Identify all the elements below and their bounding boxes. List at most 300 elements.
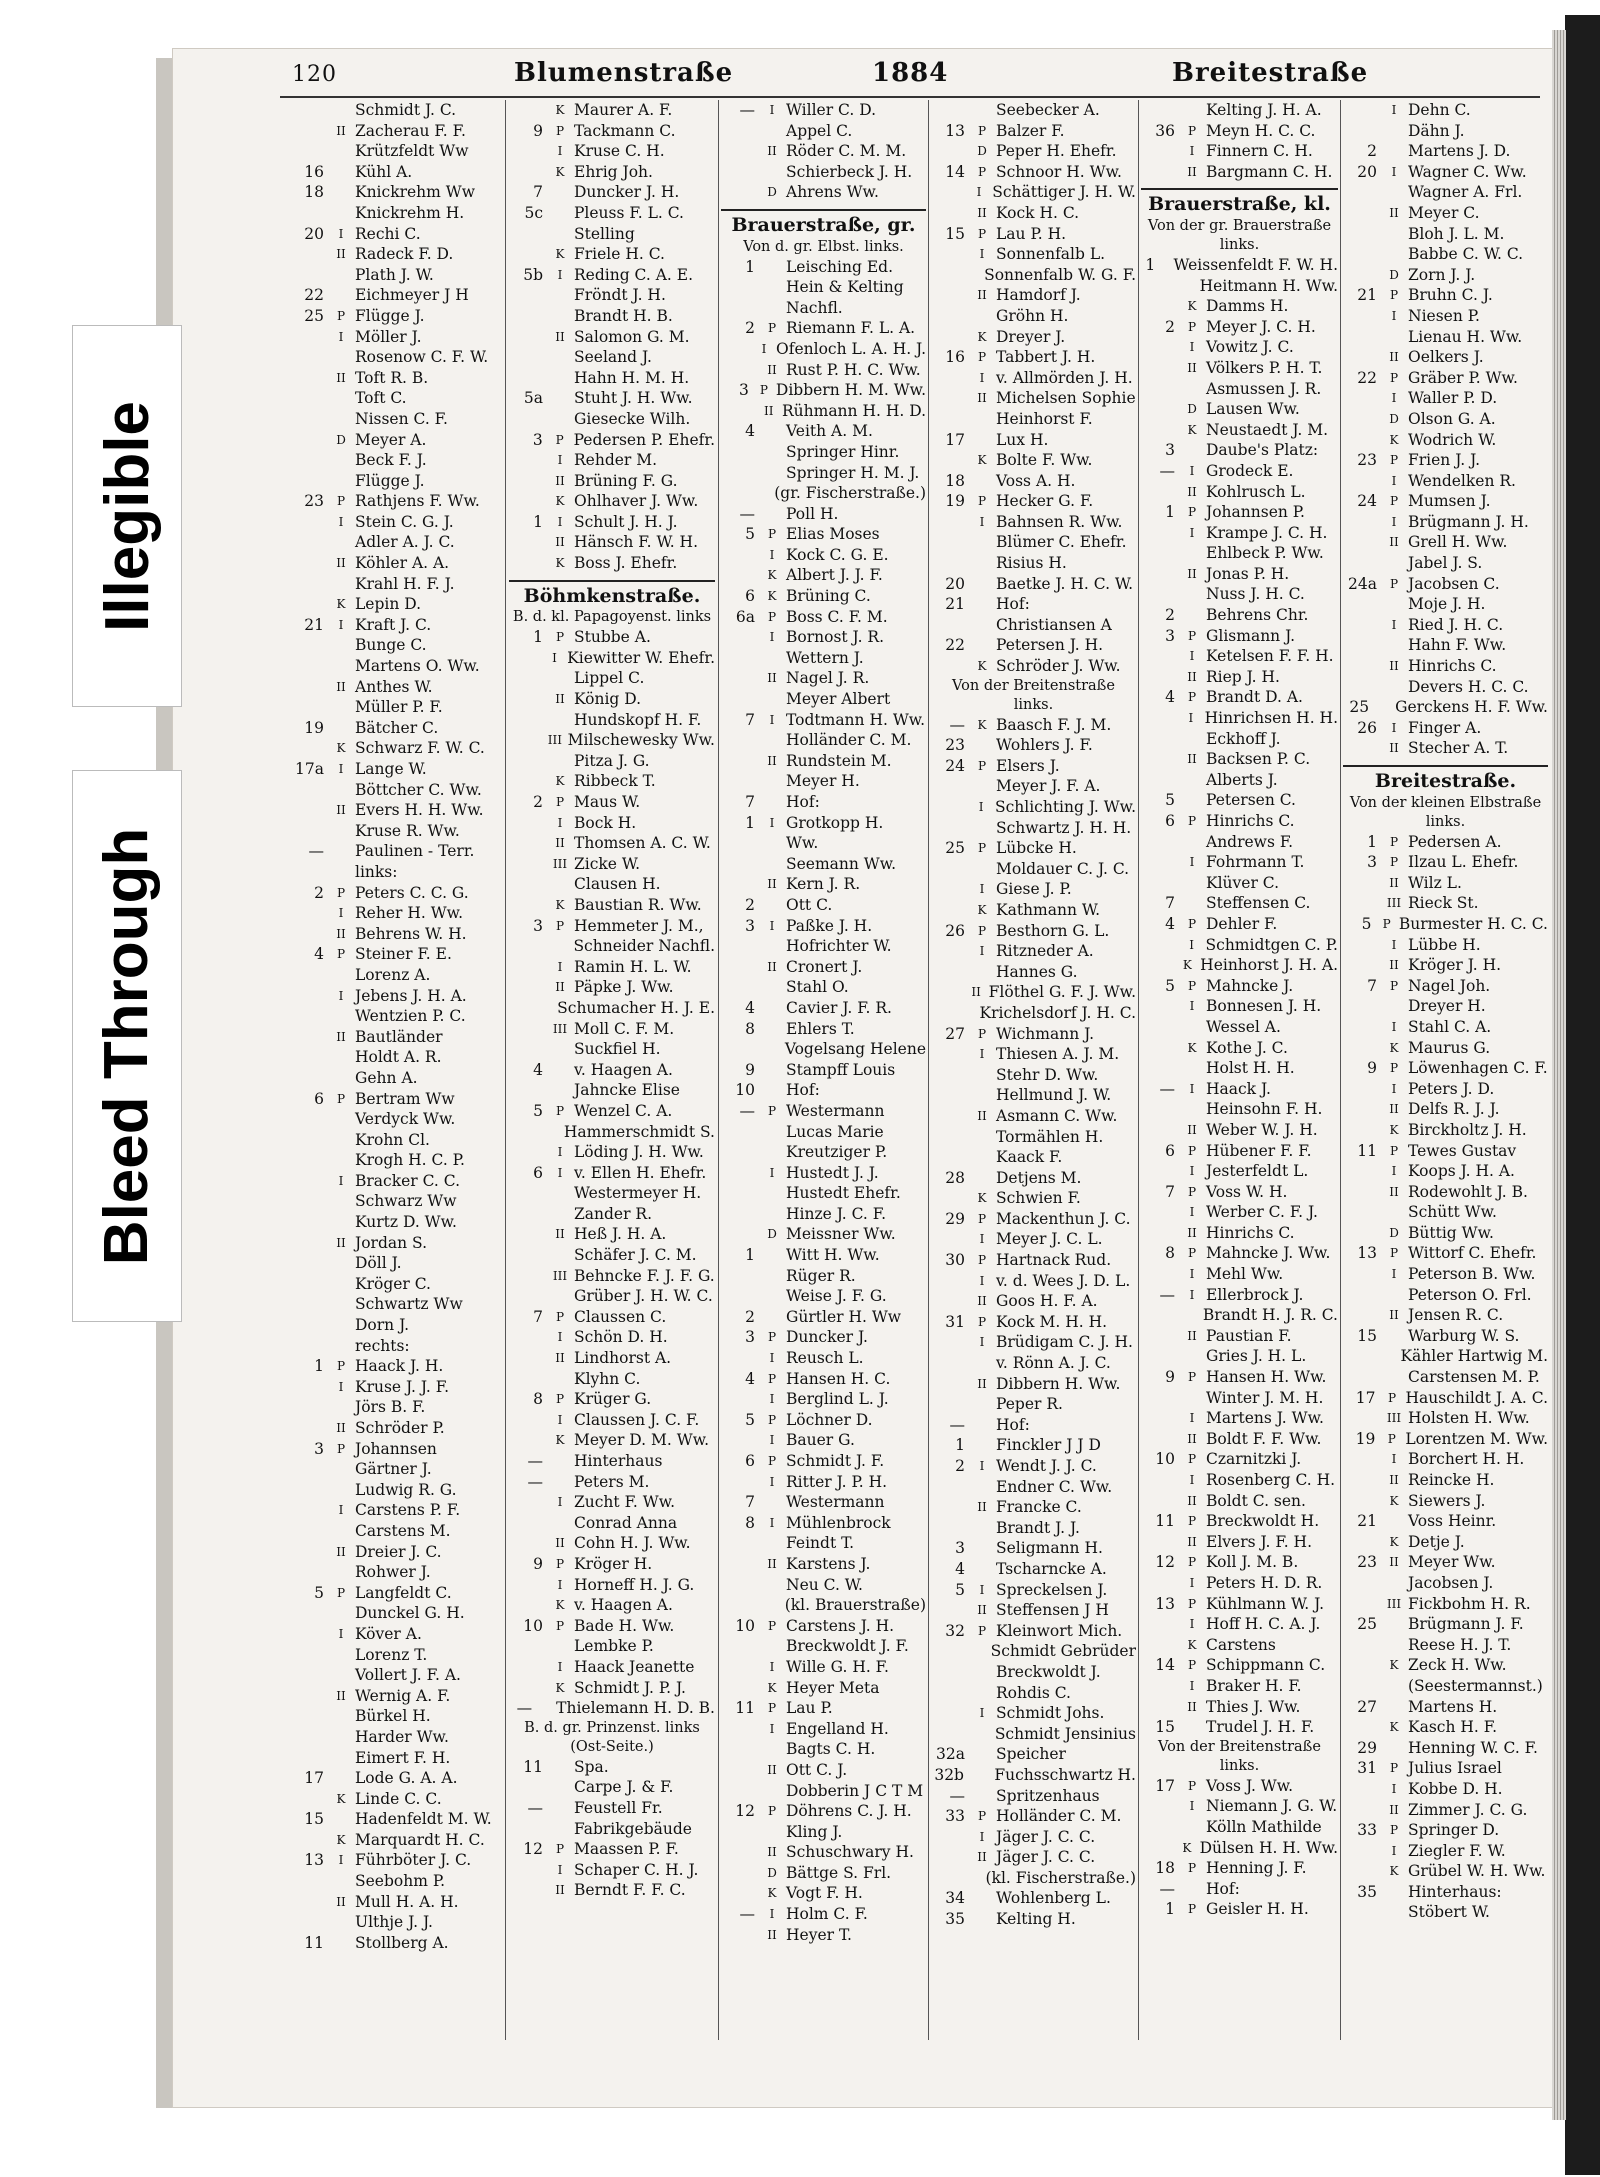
directory-entry	[721, 483, 926, 504]
resident-name: Peterson O. Frl.	[1408, 1285, 1532, 1304]
resident-name: Steffensen C.	[1206, 894, 1311, 913]
resident-name: Gehn A.	[355, 1068, 418, 1087]
house-number	[290, 265, 330, 286]
resident-name: Nagel J. R.	[786, 669, 870, 688]
floor-marker	[1383, 1326, 1408, 1347]
house-number	[721, 1575, 761, 1596]
house-number	[721, 1224, 761, 1245]
directory-entry	[509, 998, 715, 1019]
floor-marker: P	[977, 1026, 987, 1041]
resident-name: Schwartz J. H. H.	[996, 818, 1132, 837]
floor-marker	[1181, 100, 1206, 121]
floor-marker	[549, 1819, 574, 1840]
house-number	[509, 1019, 549, 1040]
resident-name: Baustian R. Ww.	[574, 895, 702, 914]
directory-entry	[509, 1183, 715, 1204]
resident-name: Radeck F. D.	[355, 245, 454, 264]
floor-marker: P	[1389, 576, 1399, 591]
directory-entry	[1343, 1243, 1548, 1264]
house-number: 12	[735, 1802, 755, 1821]
floor-marker: I	[761, 341, 767, 356]
house-number	[721, 1554, 761, 1575]
resident-name: Martens J. Ww.	[1206, 1409, 1324, 1428]
resident-name: Petersen J. H.	[996, 636, 1104, 655]
directory-entry	[1141, 420, 1338, 441]
house-number: 3	[745, 1328, 755, 1347]
floor-marker	[549, 874, 574, 895]
house-number: 25	[1357, 1615, 1377, 1634]
directory-entry	[509, 710, 715, 731]
floor-marker: I	[1391, 937, 1397, 952]
directory-entry	[509, 874, 715, 895]
floor-marker: P	[555, 1392, 565, 1407]
right-street-title: Breitestraße	[1172, 58, 1369, 88]
resident-name: Zacherau F. F.	[355, 121, 466, 140]
left-street-title: Blumenstraße	[514, 58, 734, 88]
house-number: 8	[745, 1019, 755, 1038]
directory-entry	[290, 1027, 502, 1048]
house-number	[290, 532, 330, 553]
house-number	[931, 1044, 971, 1065]
header-rule	[280, 96, 1540, 98]
floor-marker: P	[977, 226, 987, 241]
house-number: 5	[955, 1580, 965, 1599]
floor-marker	[1181, 770, 1206, 791]
house-number	[931, 1147, 971, 1168]
resident-name: Moll C. F. M.	[574, 1019, 675, 1038]
directory-entry	[721, 1430, 926, 1451]
directory-entry	[721, 1245, 926, 1266]
directory-entry	[1343, 1346, 1548, 1367]
floor-marker	[330, 1912, 355, 1933]
floor-marker: P	[336, 1091, 346, 1106]
directory-entry	[290, 471, 502, 492]
house-number: 22	[945, 636, 965, 655]
directory-entry	[931, 615, 1136, 636]
directory-entry	[1343, 697, 1548, 718]
directory-entry	[931, 1580, 1136, 1601]
resident-name: Jesterfeldt L.	[1206, 1162, 1309, 1181]
resident-name: Cronert J.	[786, 957, 863, 976]
floor-marker: P	[555, 432, 564, 447]
resident-name: Birckholtz J. H.	[1408, 1120, 1527, 1139]
floor-marker	[549, 347, 574, 368]
resident-name: Meyn H. C. C.	[1206, 121, 1316, 140]
floor-marker	[1181, 790, 1206, 811]
house-number	[290, 327, 330, 348]
resident-name: Finckler J J D	[996, 1436, 1101, 1455]
house-number	[290, 1789, 330, 1810]
house-number: 18	[304, 183, 324, 202]
floor-marker	[1181, 729, 1206, 750]
resident-name: v. Haagen A.	[574, 1060, 673, 1079]
resident-name: Fohrmann T.	[1206, 853, 1305, 872]
house-number: —	[527, 1798, 543, 1817]
house-number	[721, 1142, 761, 1163]
house-number	[290, 1500, 330, 1521]
resident-name: Winter J. M. H.	[1206, 1388, 1324, 1407]
resident-name: Jäger J. C. C.	[996, 1827, 1096, 1846]
directory-entry	[290, 203, 502, 224]
directory-entry	[509, 1451, 715, 1472]
floor-marker	[970, 1765, 994, 1786]
directory-entry	[290, 1047, 502, 1068]
directory-entry	[1141, 1635, 1338, 1656]
house-number	[1343, 1449, 1383, 1470]
floor-marker: P	[1187, 1184, 1197, 1199]
resident-name: Karstens J.	[786, 1554, 871, 1573]
directory-entry	[290, 697, 502, 718]
floor-marker: I	[1391, 617, 1397, 632]
resident-name: Ketelsen F. F. H.	[1206, 647, 1334, 666]
house-number: 12	[523, 1840, 543, 1859]
floor-marker: II	[1389, 875, 1399, 890]
resident-name: Bargmann C. H.	[1206, 162, 1333, 181]
floor-marker: III	[552, 856, 568, 871]
resident-name: Giese J. P.	[996, 880, 1072, 899]
house-number	[1141, 1697, 1181, 1718]
floor-marker	[330, 388, 355, 409]
year-title: 1884	[872, 58, 949, 88]
house-number	[721, 1389, 761, 1410]
resident-name: Conrad Anna	[574, 1513, 678, 1532]
floor-marker: P	[1187, 1452, 1197, 1467]
directory-entry	[290, 532, 502, 553]
floor-marker	[549, 1060, 574, 1081]
resident-name: Büttig Ww.	[1408, 1223, 1494, 1242]
floor-marker: D	[767, 185, 777, 200]
house-number: —	[949, 715, 965, 734]
resident-name: Krüger G.	[574, 1390, 652, 1409]
resident-name: Steffensen J H	[996, 1601, 1109, 1620]
directory-entry	[290, 1871, 502, 1892]
resident-name: Jabel J. S.	[1408, 554, 1483, 573]
resident-name: Klüver C.	[1206, 873, 1280, 892]
resident-name: Cavier J. F. R.	[786, 998, 892, 1017]
house-number	[1141, 646, 1181, 667]
house-number	[290, 635, 330, 656]
resident-name: Mumsen J.	[1408, 492, 1491, 511]
directory-entry	[1343, 1161, 1548, 1182]
resident-name: Burmester H. C. C.	[1398, 914, 1548, 933]
floor-marker	[761, 121, 786, 142]
house-number: 7	[1367, 976, 1377, 995]
resident-name: Haack J.	[1206, 1079, 1271, 1098]
house-number	[509, 368, 549, 389]
floor-marker: II	[977, 1850, 987, 1865]
directory-entry	[721, 121, 926, 142]
resident-name: Reincke H.	[1408, 1471, 1495, 1489]
directory-entry	[1343, 976, 1548, 997]
resident-name: Bätcher C.	[355, 718, 439, 737]
resident-name: Rüger R.	[786, 1266, 856, 1285]
floor-marker: II	[977, 1500, 987, 1515]
directory-entry	[290, 121, 502, 142]
resident-name: Niemann J. G. W.	[1206, 1797, 1338, 1816]
house-number	[931, 306, 971, 327]
house-number: 1	[314, 1357, 324, 1376]
house-number: 13	[1155, 1594, 1175, 1613]
house-number	[1141, 1120, 1181, 1141]
house-number	[1141, 1573, 1181, 1594]
house-number	[509, 957, 549, 978]
floor-marker: I	[769, 1351, 775, 1366]
floor-marker: K	[767, 1680, 777, 1695]
resident-name: Heitmann H. Ww.	[1199, 276, 1338, 295]
directory-entry	[1343, 574, 1548, 595]
directory-entry	[509, 1575, 715, 1596]
resident-name: (Seestermannst.)	[1408, 1676, 1543, 1695]
floor-marker: K	[1187, 299, 1197, 314]
resident-name: Martens J. D.	[1408, 142, 1511, 161]
resident-name: Stein C. G. J.	[355, 512, 454, 531]
floor-marker	[964, 265, 984, 286]
floor-marker: P	[1389, 978, 1399, 993]
house-number	[290, 656, 330, 677]
section-note: Von d. gr. Elbst. links.	[743, 238, 904, 255]
resident-name: Witt H. Ww.	[786, 1246, 880, 1265]
floor-marker	[971, 100, 996, 121]
resident-name: Nachfl.	[786, 298, 843, 317]
house-number: 22	[304, 286, 324, 305]
resident-name: Dorn J.	[355, 1316, 410, 1335]
directory-entry	[1141, 1697, 1338, 1718]
directory-entry	[931, 656, 1136, 677]
house-number	[1343, 1285, 1383, 1306]
house-number	[721, 1163, 761, 1184]
floor-marker: I	[557, 514, 563, 529]
resident-name: Hammerschmidt S.	[563, 1122, 715, 1141]
directory-entry	[1343, 388, 1548, 409]
resident-name: Lübbe H.	[1408, 935, 1481, 954]
directory-entry	[721, 277, 926, 298]
directory-entry	[1141, 873, 1338, 894]
directory-entry	[1141, 1858, 1338, 1879]
directory-entry	[931, 162, 1136, 183]
directory-entry	[290, 162, 502, 183]
directory-entry	[931, 1250, 1136, 1271]
house-number: 6a	[735, 607, 755, 626]
house-number	[509, 471, 549, 492]
resident-name: Wilz L.	[1408, 873, 1462, 892]
directory-entry	[1141, 482, 1338, 503]
directory-entry	[290, 1089, 502, 1110]
resident-name: Meyer Albert	[786, 690, 891, 709]
floor-marker	[761, 162, 786, 183]
directory-entry	[721, 854, 926, 875]
floor-marker	[539, 998, 557, 1019]
directory-entry	[1141, 100, 1338, 121]
floor-marker: I	[1189, 144, 1195, 159]
house-number	[1141, 1796, 1181, 1817]
floor-marker: P	[1187, 916, 1197, 931]
directory-entry	[290, 100, 502, 121]
directory-entry	[1343, 615, 1548, 636]
house-number	[931, 1600, 971, 1621]
directory-entry	[290, 1624, 502, 1645]
resident-name: Rodewohlt J. B.	[1408, 1182, 1528, 1201]
resident-name: Bade H. Ww.	[574, 1616, 675, 1635]
directory-entry	[509, 553, 715, 574]
floor-marker: P	[1187, 978, 1197, 993]
house-number	[721, 1636, 761, 1657]
directory-entry	[290, 1933, 502, 1954]
house-number: 5a	[523, 389, 543, 408]
house-number	[1141, 564, 1181, 585]
house-number: 10	[735, 1616, 755, 1635]
house-number	[509, 306, 549, 327]
resident-name: Schult J. H. J.	[574, 512, 678, 531]
floor-marker: P	[977, 841, 987, 856]
floor-marker: P	[977, 1253, 987, 1268]
house-number: 9	[1367, 1059, 1377, 1078]
floor-marker: I	[557, 453, 563, 468]
resident-name: Rosenow C. F. W.	[355, 348, 489, 367]
directory-entry	[931, 1188, 1136, 1209]
house-number: 14	[1155, 1656, 1175, 1675]
house-number	[1343, 1120, 1383, 1141]
floor-marker	[970, 1724, 995, 1745]
resident-name: Möller J.	[355, 327, 422, 346]
resident-name: Dibbern H. Ww.	[996, 1374, 1121, 1393]
resident-name: Koops J. H. A.	[1408, 1162, 1515, 1181]
directory-entry	[290, 718, 502, 739]
house-number	[1141, 337, 1181, 358]
house-number: 4	[955, 1559, 965, 1578]
floor-marker: K	[1187, 1040, 1197, 1055]
directory-entry	[509, 430, 715, 451]
directory-entry	[1141, 1552, 1338, 1573]
resident-name: Grell H. Ww.	[1408, 533, 1508, 552]
directory-entry	[509, 121, 715, 142]
house-number	[721, 1781, 761, 1802]
floor-marker: II	[767, 144, 777, 159]
directory-entry	[931, 1085, 1136, 1106]
directory-entry	[721, 1060, 926, 1081]
resident-name: Claussen J. C. F.	[574, 1410, 700, 1429]
house-number: —	[1159, 461, 1175, 480]
house-number: —	[1159, 1879, 1175, 1898]
directory-entry	[931, 900, 1136, 921]
house-number	[721, 977, 761, 998]
house-number: 1	[955, 1436, 965, 1455]
directory-entry	[290, 1480, 502, 1501]
house-number: 9	[745, 1060, 755, 1079]
resident-name: Springer H. M. J.	[786, 463, 920, 482]
directory-entry	[1343, 265, 1548, 286]
house-number: —	[949, 1786, 965, 1805]
floor-marker	[971, 1065, 996, 1086]
house-number	[1141, 996, 1181, 1017]
directory-entry	[290, 265, 502, 286]
resident-name: Kölln Mathilde	[1206, 1817, 1322, 1836]
resident-name: Kock C. G. E.	[786, 545, 889, 564]
directory-entry	[931, 1909, 1136, 1930]
directory-entry	[509, 1224, 715, 1245]
house-number	[509, 1430, 549, 1451]
house-number	[721, 565, 761, 586]
floor-marker: P	[1389, 370, 1399, 385]
directory-entry	[509, 1019, 715, 1040]
house-number	[1141, 1817, 1181, 1838]
directory-entry	[1141, 852, 1338, 873]
floor-marker: I	[557, 1412, 563, 1427]
floor-marker	[761, 689, 786, 710]
floor-marker	[330, 203, 355, 224]
directory-entry	[290, 388, 502, 409]
floor-marker	[330, 1562, 355, 1583]
house-number: 3	[738, 381, 749, 400]
directory-entry	[931, 265, 1136, 286]
resident-name: Devers H. C. C.	[1408, 677, 1529, 696]
resident-name: Ilzau L. Ehefr.	[1408, 853, 1519, 872]
directory-entry	[931, 532, 1136, 553]
resident-name: Johannsen	[355, 1439, 437, 1458]
floor-marker: II	[977, 205, 987, 220]
resident-name: Behrens Chr.	[1206, 606, 1309, 625]
house-number: 6	[745, 587, 755, 606]
house-number	[509, 224, 549, 245]
house-number	[509, 668, 549, 689]
page-edge	[1552, 30, 1566, 2120]
directory-entry	[290, 903, 502, 924]
resident-name: Hinterhaus:	[1408, 1882, 1502, 1901]
floor-marker: I	[338, 329, 344, 344]
floor-marker: II	[1187, 164, 1197, 179]
house-number: 5c	[524, 203, 543, 222]
resident-name: Asmann C. Ww.	[996, 1106, 1118, 1125]
house-number	[1343, 265, 1383, 286]
house-number	[1343, 996, 1383, 1017]
house-number	[1343, 1161, 1383, 1182]
resident-name: Julius Israel	[1408, 1759, 1502, 1778]
directory-entry	[721, 182, 926, 203]
directory-entry	[721, 1739, 926, 1760]
house-number: —	[739, 1101, 755, 1120]
floor-marker: III	[1386, 1596, 1402, 1611]
floor-marker	[1181, 584, 1206, 605]
directory-entry	[1141, 1899, 1338, 1920]
floor-marker	[330, 1150, 355, 1171]
house-number: 32b	[934, 1765, 964, 1784]
resident-name: links:	[355, 862, 398, 881]
street-heading: Brauerstraße, gr.	[721, 209, 926, 236]
resident-name: Czarnitzki J.	[1206, 1450, 1302, 1469]
floor-marker	[761, 1307, 786, 1328]
directory-entry	[1343, 594, 1548, 615]
floor-marker: P	[1187, 319, 1197, 334]
resident-name: Christiansen A	[996, 615, 1112, 634]
resident-name: Lorentzen M. Ww.	[1405, 1429, 1548, 1448]
floor-marker: I	[979, 1582, 985, 1597]
directory-entry	[1141, 1614, 1338, 1635]
house-number	[290, 1645, 330, 1666]
house-number: 2	[533, 793, 543, 811]
floor-marker	[1383, 1697, 1408, 1718]
resident-name: Maassen P. F.	[574, 1840, 679, 1859]
directory-entry	[290, 1912, 502, 1933]
directory-entry	[1141, 1717, 1338, 1738]
house-number	[1141, 1099, 1181, 1120]
house-number	[721, 162, 761, 183]
floor-marker: I	[557, 267, 563, 282]
directory-entry	[721, 895, 926, 916]
resident-name: Springer D.	[1408, 1821, 1500, 1840]
floor-marker: II	[767, 877, 777, 892]
directory-entry	[1141, 1879, 1338, 1900]
house-number	[931, 900, 971, 921]
floor-marker: II	[1389, 1555, 1399, 1570]
